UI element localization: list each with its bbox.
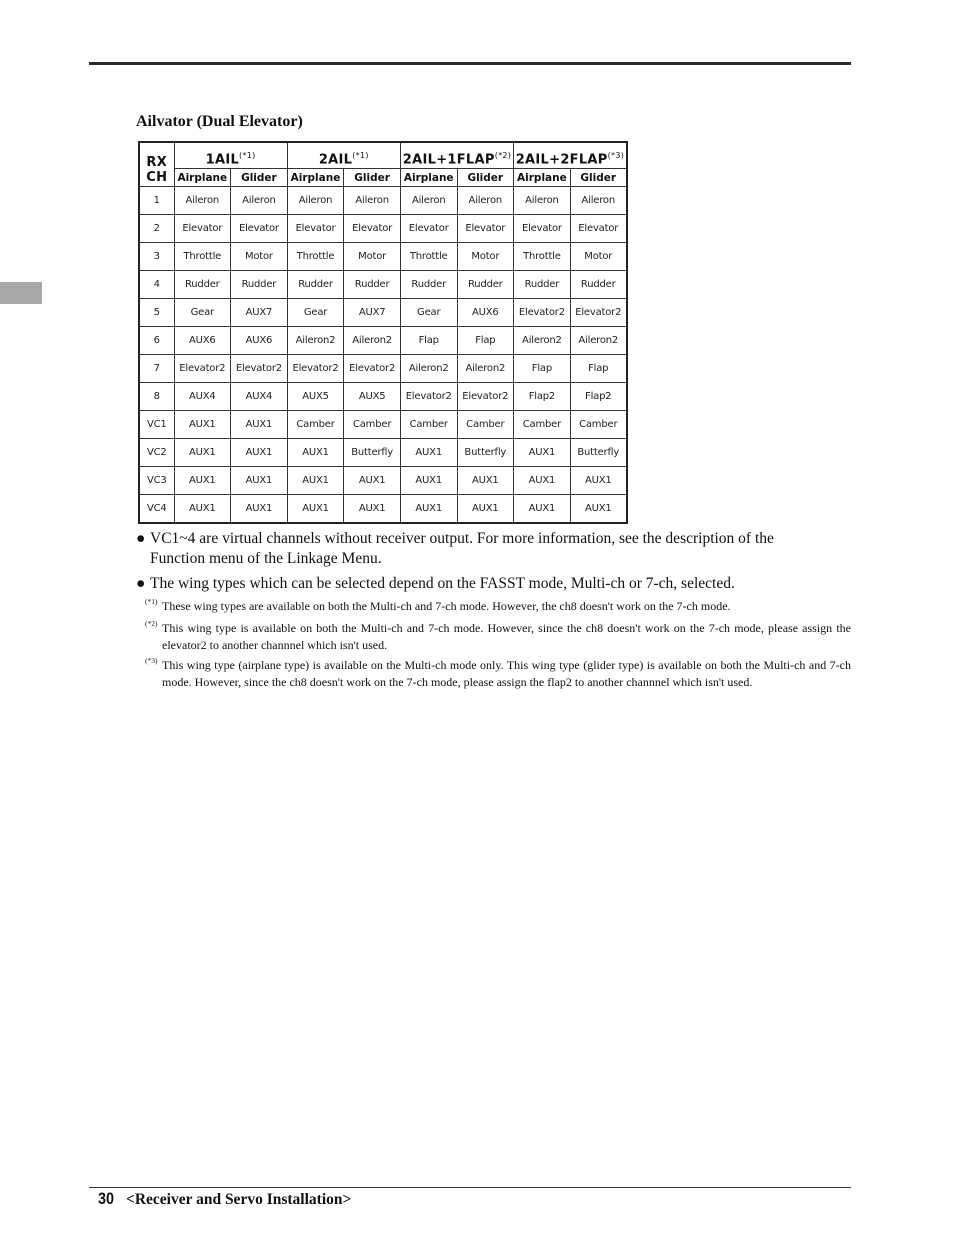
table-row bbox=[139, 355, 627, 383]
function-cell: Butterfly bbox=[570, 439, 627, 467]
footnote-text: This wing type is available on both the Multi-ch and 7-ch mode. However, since the ch8 doesn't work on the 7-ch mode, please assign the elevator2 to another channnel which isn't used. bbox=[162, 621, 851, 652]
function-cell: Aileron bbox=[174, 187, 231, 215]
function-cell: Motor bbox=[457, 243, 514, 271]
function-cell: Butterfly bbox=[344, 439, 401, 467]
function-cell: AUX5 bbox=[344, 383, 401, 411]
bullet-virtual-channels bbox=[136, 529, 851, 569]
channel-cell: 5 bbox=[139, 299, 174, 327]
footnote-2 bbox=[145, 620, 851, 653]
function-cell: Elevator bbox=[570, 215, 627, 243]
group-header-2ail bbox=[287, 142, 400, 169]
function-cell: AUX1 bbox=[231, 495, 288, 524]
function-cell: AUX1 bbox=[457, 495, 514, 524]
function-cell: AUX1 bbox=[231, 411, 288, 439]
subheader-airplane: Airplane bbox=[287, 169, 344, 187]
function-cell: Throttle bbox=[400, 243, 457, 271]
function-cell: Aileron2 bbox=[344, 327, 401, 355]
function-cell: Elevator bbox=[231, 215, 288, 243]
function-cell: Aileron bbox=[287, 187, 344, 215]
footnote-1 bbox=[145, 598, 851, 615]
function-cell: Camber bbox=[344, 411, 401, 439]
channel-cell: VC1 bbox=[139, 411, 174, 439]
channel-cell: 8 bbox=[139, 383, 174, 411]
footer-section-title: <Receiver and Servo Installation> bbox=[126, 1191, 352, 1208]
group-header-label: 1AIL bbox=[205, 152, 240, 167]
function-cell: Elevator2 bbox=[344, 355, 401, 383]
function-cell: AUX5 bbox=[287, 383, 344, 411]
function-cell: Elevator2 bbox=[570, 299, 627, 327]
function-cell: Camber bbox=[514, 411, 571, 439]
subheader-glider: Glider bbox=[344, 169, 401, 187]
function-cell: Rudder bbox=[400, 271, 457, 299]
function-cell: Motor bbox=[231, 243, 288, 271]
function-cell: Elevator bbox=[400, 215, 457, 243]
function-cell: AUX1 bbox=[514, 495, 571, 524]
function-cell: Camber bbox=[570, 411, 627, 439]
bullet-wing-types bbox=[136, 574, 851, 594]
top-rule bbox=[89, 62, 851, 65]
function-cell: AUX1 bbox=[400, 495, 457, 524]
function-cell: Elevator bbox=[457, 215, 514, 243]
function-cell: Flap bbox=[400, 327, 457, 355]
function-cell: AUX1 bbox=[570, 467, 627, 495]
footnote-mark: (*2) bbox=[145, 619, 158, 628]
footnote-ref: (*1) bbox=[352, 150, 369, 160]
table-row bbox=[139, 215, 627, 243]
footnote-mark: (*3) bbox=[145, 656, 158, 665]
footer-rule bbox=[89, 1187, 851, 1188]
function-cell: AUX1 bbox=[231, 439, 288, 467]
function-cell: Aileron bbox=[514, 187, 571, 215]
function-cell: Elevator bbox=[514, 215, 571, 243]
function-cell: Aileron2 bbox=[514, 327, 571, 355]
function-cell: Aileron bbox=[457, 187, 514, 215]
group-header-2ail-2flap bbox=[514, 142, 627, 169]
function-cell: Aileron bbox=[344, 187, 401, 215]
table-row bbox=[139, 439, 627, 467]
function-cell: AUX1 bbox=[287, 467, 344, 495]
function-cell: AUX1 bbox=[287, 439, 344, 467]
function-cell: Aileron bbox=[231, 187, 288, 215]
function-cell: AUX1 bbox=[457, 467, 514, 495]
function-cell: Aileron2 bbox=[570, 327, 627, 355]
channel-cell: 3 bbox=[139, 243, 174, 271]
function-cell: Elevator2 bbox=[457, 383, 514, 411]
function-cell: Elevator2 bbox=[174, 355, 231, 383]
group-header-2ail-1flap bbox=[400, 142, 513, 169]
footnote-mark: (*1) bbox=[145, 597, 158, 606]
function-cell: Throttle bbox=[174, 243, 231, 271]
function-cell: AUX1 bbox=[400, 467, 457, 495]
rx-ch-header-line1: RX bbox=[146, 155, 168, 170]
table-row bbox=[139, 243, 627, 271]
function-cell: Elevator2 bbox=[287, 355, 344, 383]
subheader-glider: Glider bbox=[570, 169, 627, 187]
table-row bbox=[139, 271, 627, 299]
group-header-label: 2AIL bbox=[318, 152, 353, 167]
table-group-header-row bbox=[139, 142, 627, 169]
rx-ch-header-line2: CH bbox=[146, 170, 168, 185]
subheader-airplane: Airplane bbox=[174, 169, 231, 187]
footnote-ref: (*3) bbox=[607, 150, 625, 160]
function-cell: Elevator bbox=[344, 215, 401, 243]
channel-cell: VC4 bbox=[139, 495, 174, 524]
function-cell: Butterfly bbox=[457, 439, 514, 467]
function-cell: AUX1 bbox=[400, 439, 457, 467]
channel-cell: 2 bbox=[139, 215, 174, 243]
bullet-text: VC1~4 are virtual channels without receiver output. For more information, see the description of the bbox=[150, 530, 774, 547]
group-header-label: 2AIL+1FLAP bbox=[402, 152, 495, 167]
function-cell: Flap2 bbox=[514, 383, 571, 411]
function-cell: Camber bbox=[457, 411, 514, 439]
function-cell: AUX1 bbox=[514, 439, 571, 467]
function-cell: Throttle bbox=[287, 243, 344, 271]
table-row bbox=[139, 299, 627, 327]
function-cell: Rudder bbox=[570, 271, 627, 299]
function-cell: Camber bbox=[287, 411, 344, 439]
function-cell: AUX1 bbox=[344, 467, 401, 495]
function-cell: Aileron2 bbox=[400, 355, 457, 383]
function-cell: AUX4 bbox=[174, 383, 231, 411]
function-cell: Flap bbox=[457, 327, 514, 355]
function-cell: Rudder bbox=[344, 271, 401, 299]
function-cell: AUX1 bbox=[287, 495, 344, 524]
channel-cell: 6 bbox=[139, 327, 174, 355]
footnote-text: This wing type (airplane type) is available on the Multi-ch mode only. This wing type (glider type) is available on both the Multi-ch and 7-ch mode. However, since the ch8 doesn't work on the 7-ch mode, please assign the flap2 to another channnel which isn't used. bbox=[162, 658, 851, 689]
table-row bbox=[139, 467, 627, 495]
function-cell: Gear bbox=[400, 299, 457, 327]
function-cell: Elevator bbox=[174, 215, 231, 243]
function-cell: Flap bbox=[570, 355, 627, 383]
function-cell: AUX1 bbox=[231, 467, 288, 495]
bullet-text: The wing types which can be selected depend on the FASST mode, Multi-ch or 7-ch, selected. bbox=[150, 575, 735, 592]
rx-ch-header bbox=[139, 142, 174, 187]
function-cell: Aileron bbox=[400, 187, 457, 215]
footnote-3 bbox=[145, 657, 851, 690]
function-cell: AUX1 bbox=[174, 495, 231, 524]
section-title: Ailvator (Dual Elevator) bbox=[136, 113, 303, 130]
function-cell: Rudder bbox=[287, 271, 344, 299]
function-cell: Rudder bbox=[457, 271, 514, 299]
function-cell: Elevator2 bbox=[514, 299, 571, 327]
function-cell: Gear bbox=[174, 299, 231, 327]
footnote-ref: (*1) bbox=[239, 150, 256, 160]
group-header-label: 2AIL+2FLAP bbox=[515, 152, 608, 167]
table-row bbox=[139, 327, 627, 355]
function-cell: AUX1 bbox=[570, 495, 627, 524]
function-cell: AUX1 bbox=[174, 411, 231, 439]
table-row bbox=[139, 383, 627, 411]
function-cell: Camber bbox=[400, 411, 457, 439]
function-cell: AUX7 bbox=[231, 299, 288, 327]
function-cell: Motor bbox=[570, 243, 627, 271]
function-cell: Rudder bbox=[514, 271, 571, 299]
channel-cell: 7 bbox=[139, 355, 174, 383]
function-cell: Elevator2 bbox=[231, 355, 288, 383]
function-cell: Rudder bbox=[174, 271, 231, 299]
function-cell: Throttle bbox=[514, 243, 571, 271]
function-cell: AUX6 bbox=[231, 327, 288, 355]
subheader-airplane: Airplane bbox=[514, 169, 571, 187]
function-cell: Rudder bbox=[231, 271, 288, 299]
function-cell: AUX1 bbox=[174, 467, 231, 495]
subheader-glider: Glider bbox=[231, 169, 288, 187]
table-row bbox=[139, 411, 627, 439]
function-cell: Gear bbox=[287, 299, 344, 327]
bullet-symbol: ● bbox=[136, 575, 146, 592]
bullet-symbol: ● bbox=[136, 530, 146, 547]
function-cell: Aileron2 bbox=[457, 355, 514, 383]
channel-cell: VC3 bbox=[139, 467, 174, 495]
group-header-1ail bbox=[174, 142, 287, 169]
function-cell: AUX4 bbox=[231, 383, 288, 411]
function-cell: AUX6 bbox=[174, 327, 231, 355]
function-cell: AUX7 bbox=[344, 299, 401, 327]
subheader-glider: Glider bbox=[457, 169, 514, 187]
function-cell: AUX1 bbox=[344, 495, 401, 524]
footnote-ref: (*2) bbox=[494, 150, 512, 160]
table-row bbox=[139, 187, 627, 215]
function-cell: AUX1 bbox=[174, 439, 231, 467]
chapter-side-tab bbox=[0, 282, 42, 304]
table-body bbox=[139, 187, 627, 524]
function-cell: AUX1 bbox=[514, 467, 571, 495]
page-number: 30 bbox=[98, 1189, 115, 1208]
subheader-airplane: Airplane bbox=[400, 169, 457, 187]
table-subheader-row bbox=[139, 169, 627, 187]
table-row bbox=[139, 495, 627, 524]
function-cell: Aileron2 bbox=[287, 327, 344, 355]
function-cell: Flap bbox=[514, 355, 571, 383]
bullet-text-continued: Function menu of the Linkage Menu. bbox=[150, 550, 382, 567]
function-cell: Elevator2 bbox=[400, 383, 457, 411]
footnote-text: These wing types are available on both the Multi-ch and 7-ch mode. However, the ch8 doesn't work on the 7-ch mode. bbox=[162, 599, 731, 613]
channel-cell: 4 bbox=[139, 271, 174, 299]
channel-cell: VC2 bbox=[139, 439, 174, 467]
channel-cell: 1 bbox=[139, 187, 174, 215]
function-cell: Flap2 bbox=[570, 383, 627, 411]
function-cell: Aileron bbox=[570, 187, 627, 215]
function-cell: AUX6 bbox=[457, 299, 514, 327]
function-cell: Elevator bbox=[287, 215, 344, 243]
function-cell: Motor bbox=[344, 243, 401, 271]
channel-assignment-table bbox=[138, 141, 628, 524]
